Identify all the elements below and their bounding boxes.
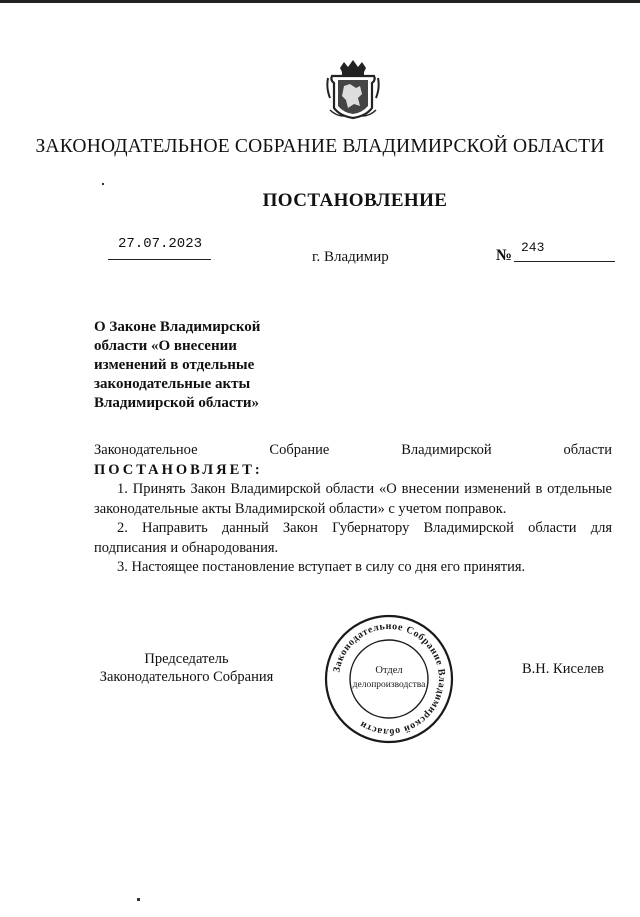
document-city: г. Владимир: [312, 249, 389, 265]
document-body: [94, 441, 612, 578]
preamble-word: Собрание: [269, 442, 330, 458]
document-type-title: ПОСТАНОВЛЕНИЕ: [262, 190, 448, 211]
subject-line: Владимирской области»: [94, 395, 260, 411]
preamble-verb: ПОСТАНОВЛЯЕТ:: [94, 461, 263, 478]
date-underline: [108, 259, 211, 260]
resolution-item-2: 2. Направить данный Закон Губернатору Владимирской области для подписания и обнародования.: [94, 520, 612, 556]
subject-line: области «О внесении: [94, 338, 237, 354]
coat-of-arms-icon: [326, 58, 380, 120]
document-date: 27.07.2023: [118, 236, 203, 252]
signatory-title-line: Законодательного Собрания: [99, 669, 274, 685]
subject-line: О Законе Владимирской: [94, 319, 261, 335]
preamble-word: Владимирской: [401, 442, 492, 458]
preamble-line: [94, 441, 612, 461]
subject-line: изменений в отдельные: [94, 357, 255, 373]
top-border-line: [0, 0, 640, 3]
seal-inner-line: Отдел: [375, 665, 403, 676]
document-number: 243: [521, 240, 545, 255]
office-seal: [323, 613, 455, 745]
resolution-item-1: 1. Принять Закон Владимирской области «О внесении изменений в отдельные законодательные акты Владимирской области» с учетом поправок.: [94, 481, 612, 517]
scan-speck: [137, 898, 140, 901]
scan-speck: [102, 183, 104, 185]
subject-line: законодательные акты: [94, 376, 251, 392]
preamble-word: Законодательное: [94, 442, 198, 458]
resolution-item-3: 3. Настоящее постановление вступает в силу со дня его принятия.: [117, 559, 526, 575]
signatory-title-line: Председатель: [144, 651, 229, 667]
document-subject: [94, 318, 284, 413]
number-underline: [514, 261, 615, 262]
signatory-title: [94, 650, 279, 686]
seal-outer-text: Законодательное Собрание Владимирской области: [331, 620, 448, 738]
signatory-name: В.Н. Киселев: [522, 661, 605, 677]
organization-title: ЗАКОНОДАТЕЛЬНОЕ СОБРАНИЕ ВЛАДИМИРСКОЙ ОБЛАСТИ: [35, 136, 605, 157]
number-sign: №: [496, 247, 513, 264]
seal-inner-line: делопроизводства: [352, 680, 426, 690]
preamble-word: области: [563, 442, 612, 458]
